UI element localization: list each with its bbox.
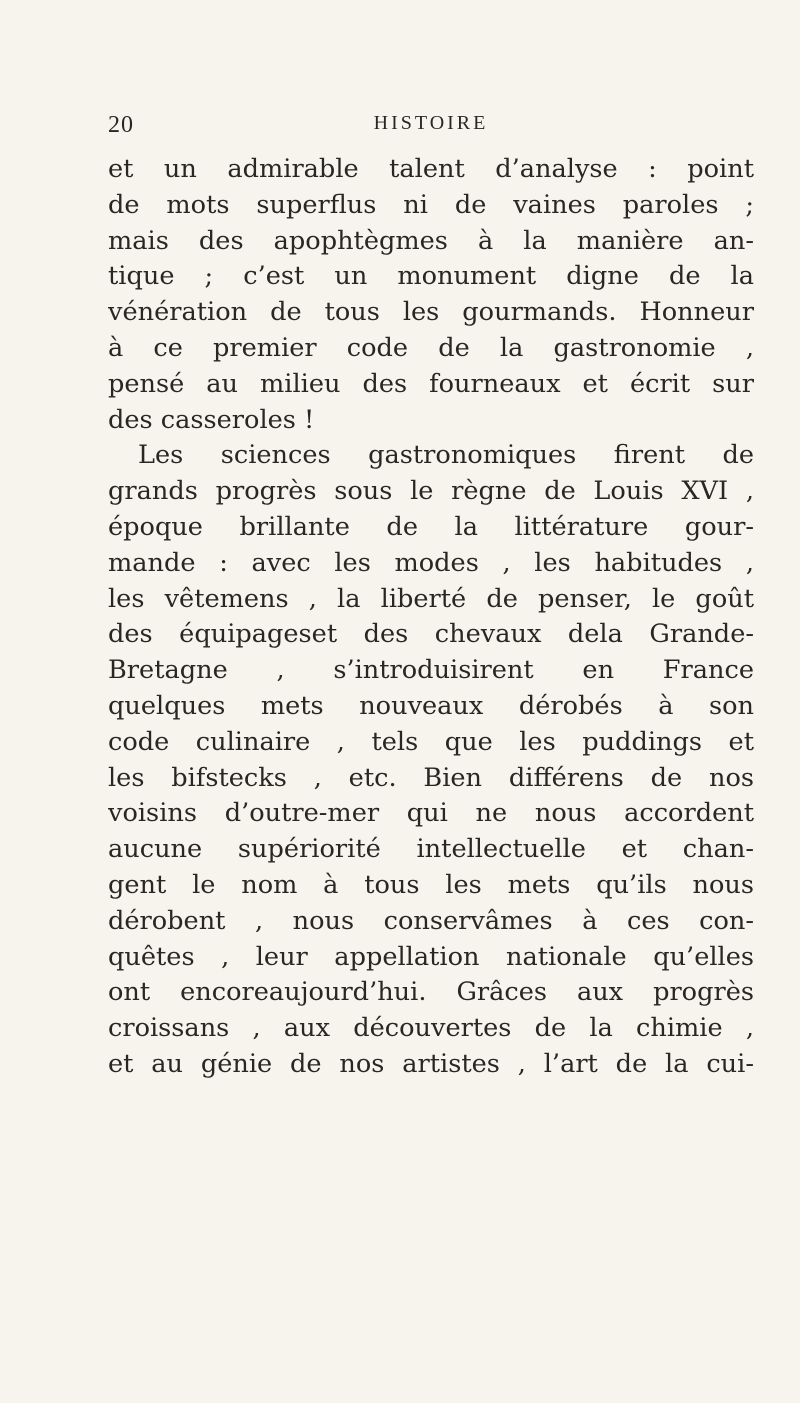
text-line: mais des apophtègmes à la manière an-	[108, 225, 754, 256]
text-line: et un admirable talent d’analyse : point	[108, 154, 754, 184]
text-line: de mots superflus ni de vaines paroles ;	[108, 189, 754, 220]
text-line: Bretagne , s’introduisirent en France	[108, 655, 754, 686]
text-line: Les sciences gastronomiques firent de	[138, 440, 754, 471]
text-line: dérobent , nous conservâmes à ces con-	[108, 905, 754, 936]
text-line: tique ; c’est un monument digne de la	[108, 261, 754, 292]
body-text	[108, 152, 754, 1083]
running-head: HISTOIRE	[373, 112, 489, 134]
text-line: des casseroles !	[108, 404, 315, 435]
text-line: et au génie de nos artistes , l’art de la cui-	[108, 1048, 754, 1079]
text-line: vénération de tous les gourmands. Honneur	[108, 297, 754, 328]
page-number: 20	[108, 112, 134, 138]
text-line: des équipageset des chevaux dela Grande-	[108, 619, 754, 650]
text-line: quêtes , leur appellation nationale qu’elles	[108, 941, 754, 972]
page-header	[108, 112, 754, 142]
text-line: aucune supériorité intellectuelle et chan-	[108, 834, 754, 865]
text-line: époque brillante de la littérature gour-	[108, 511, 754, 542]
text-line: mande : avec les modes , les habitudes ,	[108, 547, 754, 578]
text-line: gent le nom à tous les mets qu’ils nous	[108, 869, 754, 900]
text-line: les bifstecks , etc. Bien différens de nos	[108, 762, 754, 793]
text-line: les vêtemens , la liberté de penser, le goût	[108, 583, 754, 614]
text-line: code culinaire , tels que les puddings et	[108, 726, 754, 757]
text-line: grands progrès sous le règne de Louis XVI ,	[108, 476, 754, 507]
text-line: pensé au milieu des fourneaux et écrit sur	[108, 368, 754, 399]
text-line: à ce premier code de la gastronomie ,	[108, 332, 754, 363]
text-line: croissans , aux découvertes de la chimie ,	[108, 1013, 754, 1044]
text-line: voisins d’outre-mer qui ne nous accordent	[108, 798, 754, 829]
text-line: quelques mets nouveaux dérobés à son	[108, 690, 754, 721]
text-line: ont encoreaujourd’hui. Grâces aux progrès	[108, 977, 754, 1008]
